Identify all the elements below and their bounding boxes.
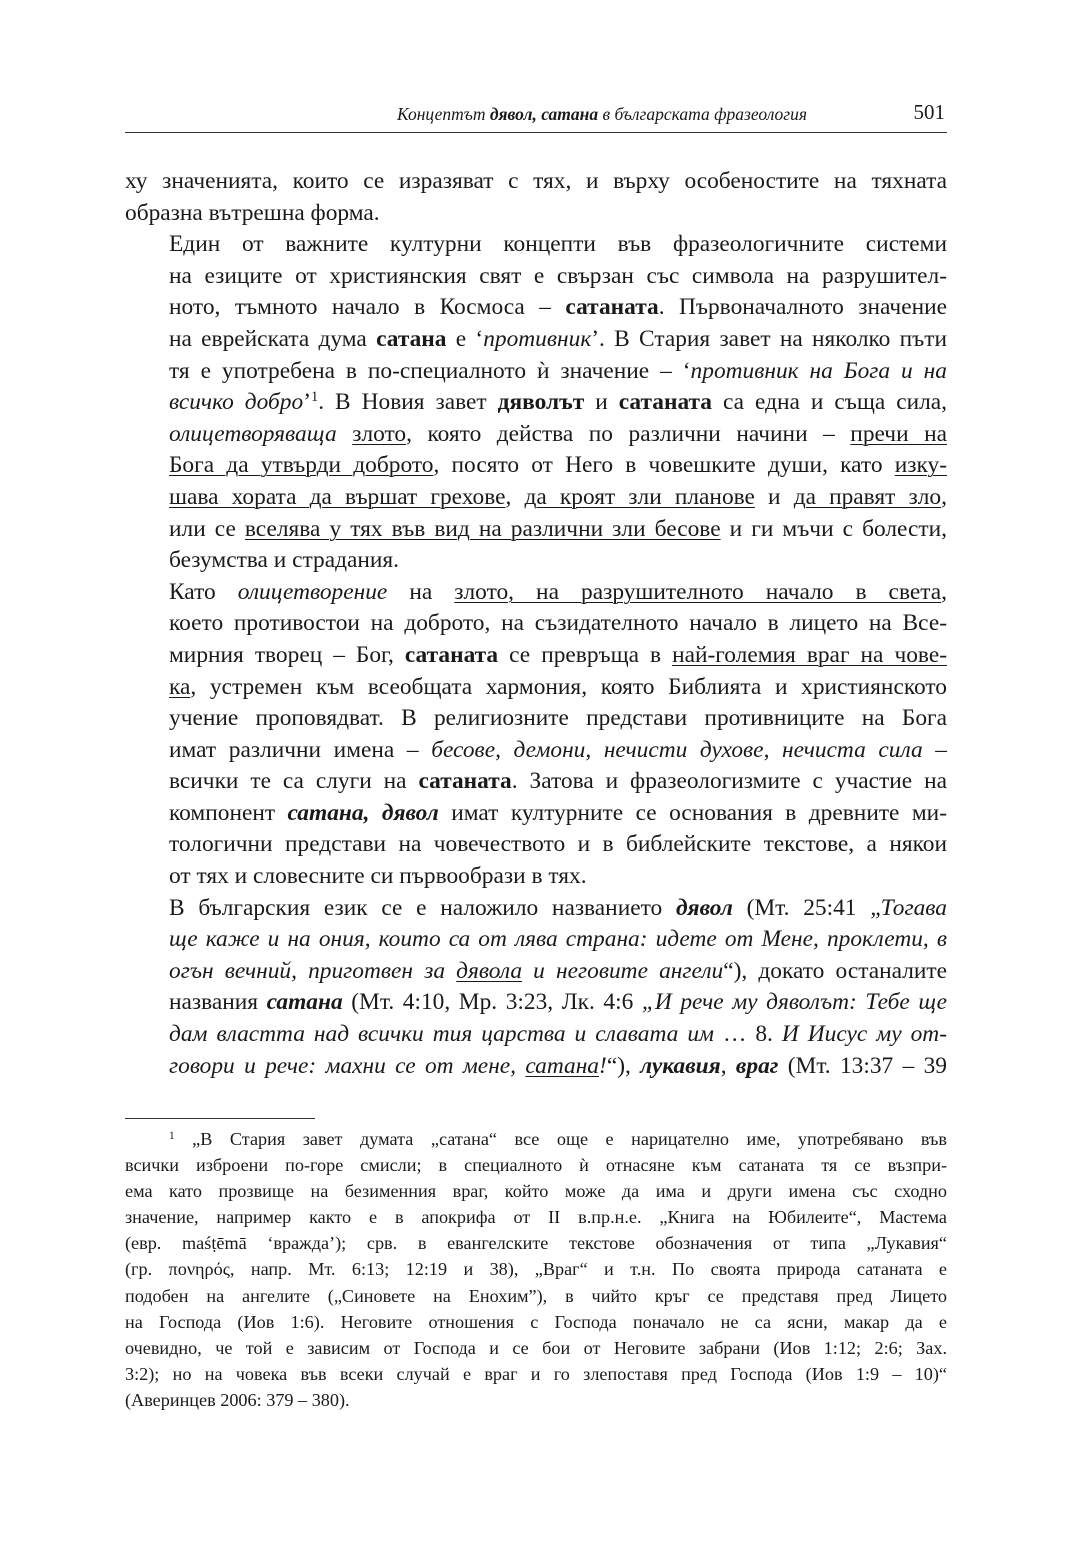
footnote-ref[interactable]: 1 [310, 389, 319, 406]
text-line: всички те са слуги на сатаната. Затова и фразеологизмите с участие на [169, 768, 947, 795]
text-line: учение проповядват. В религиозните представи противниците на Бога [169, 705, 947, 732]
text-line: дам властта над всички тия царства и славата им … 8. И Иисус му от- [169, 1021, 947, 1048]
paragraph-2 [125, 229, 947, 577]
text-line: тя е употребена в по-специалното ѝ значение – ‘противник на Бога и на [169, 357, 947, 384]
text-line: имат различни имена – бесове, демони, нечисти духове, нечиста сила – [169, 736, 947, 763]
footnote-line: ема като прозвище на безименния враг, който може да има и други имена със сходно [125, 1181, 947, 1202]
footnote-line: 3:2); но на човека във всеки случай е враг и го злепоставя пред Господа (Иов 1:9 – 10)“ [125, 1363, 947, 1384]
text-line: названия сатана (Мт. 4:10, Мр. 3:23, Лк. 4:6 „И рече му дяволът: Тебе ще [169, 989, 947, 1016]
text-line: Един от важните културни концепти във фразеологичните системи [169, 231, 947, 258]
footnote-line: $^1$ „В Стария завет думата „сатана“ все още е нарицателно име, употребявано във [169, 1129, 948, 1149]
paragraph-1 [125, 166, 947, 229]
text-line: огън вечний, приготвен за дявола и неговите ангели“), докато останалите [169, 957, 947, 984]
text-line: всичко добро’$^1$. В Новия завет дяволът и сатаната са една и съща сила, [169, 389, 947, 416]
footnote-line: на Господа (Иов 1:6). Неговите отношения с Господа поначало не са ясни, макар да е [125, 1311, 947, 1332]
text-line: на езиците от християнския свят е свързан със символа на разрушител- [169, 262, 947, 289]
footnote [125, 1126, 947, 1413]
running-title-post: в българската фразеология [598, 104, 807, 124]
footnote-line: (Аверинцев 2006: 379 – 380). [125, 1389, 350, 1410]
running-title-bold: дявол, сатана [489, 104, 599, 124]
footnote-line: значение, например както е в апокрифа от II в.пр.н.е. „Книга на Юбилеите“, Мастема [125, 1207, 947, 1228]
text-line: компонент сатана, дявол имат културните се основания в древните ми- [169, 799, 947, 826]
footnote-line: всички изброени по-горе смисли; в специалното ѝ отнасяне към сатаната тя се възпри- [125, 1155, 947, 1176]
running-header [125, 98, 947, 133]
text-line: мирния творец – Бог, сатаната се превръща в най-големия враг на чове- [169, 641, 947, 668]
text-line: В българския език се е наложило названието дявол (Мт. 25:41 „Тогава [169, 894, 947, 921]
footnote-marker: 1 [169, 1129, 175, 1142]
text-line: олицетворяваща злото, която действа по различни начини – пречи на [169, 420, 947, 447]
footnote-line: (гр. πονηρός, напр. Мт. 6:13; 12:19 и 38), „Враг“ и т.н. По своята природа сатаната е [125, 1259, 947, 1280]
text-line: говори и рече: махни се от мене, сатана!“), лукавия, враг (Мт. 13:37 – 39 [169, 1052, 947, 1079]
text-line: от тях и словесните си първообрази в тях. [169, 863, 587, 890]
footnote-line: очевидно, че той е зависим от Господа и се бои от Неговите забрани (Иов 1:12; 2:6; Зах. [125, 1337, 947, 1358]
footnote-divider [125, 1118, 315, 1119]
text-line: тологични представи на човечеството и в библейските текстове, а някои [169, 831, 947, 858]
text-line: което противостои на доброто, на съзидателното начало в лицето на Все- [169, 610, 947, 637]
text-line: ното, тъмното начало в Космоса – сатаната. Първоначалното значение [169, 294, 947, 321]
paragraph-4 [125, 893, 947, 1083]
running-title-pre: Концептът [397, 104, 490, 124]
text-line: образна вътрешна форма. [125, 199, 380, 226]
running-title [397, 104, 807, 125]
page-number: 501 [913, 100, 945, 124]
footnote-line: подобен на ангелите („Синовете на Енохим”), в чийто кръг се представя пред Лицето [125, 1285, 947, 1306]
text-line: ху значенията, които се изразяват с тях, и върху особеностите на тяхната [125, 168, 947, 194]
text-line: Бога да утвърди доброто, посято от Него в човешките души, като изку- [169, 452, 947, 479]
text-line: ще каже и на ония, които са от лява страна: идете от Мене, проклети, в [169, 926, 947, 953]
paragraph-3 [125, 577, 947, 893]
text-line: на еврейската дума сатана е ‘противник’. В Стария завет на няколко пъти [169, 325, 947, 352]
text-line: или се вселява у тях във вид на различни зли бесове и ги мъчи с болести, [169, 515, 947, 542]
text-line: шава хората да вършат грехове, да кроят зли планове и да правят зло, [169, 483, 947, 510]
text-line: ка, устремен към всеобщата хармония, която Библията и християнското [169, 673, 947, 700]
footnote-line: (евр. maśṭēmā ‘вражда’); срв. в евангелските текстове обозначения от типа „Лукавия“ [125, 1233, 947, 1254]
text-line: безумства и страдания. [169, 547, 400, 574]
text-line: Като олицетворение на злото, на разрушителното начало в света, [169, 578, 947, 605]
body-text [125, 166, 947, 1082]
